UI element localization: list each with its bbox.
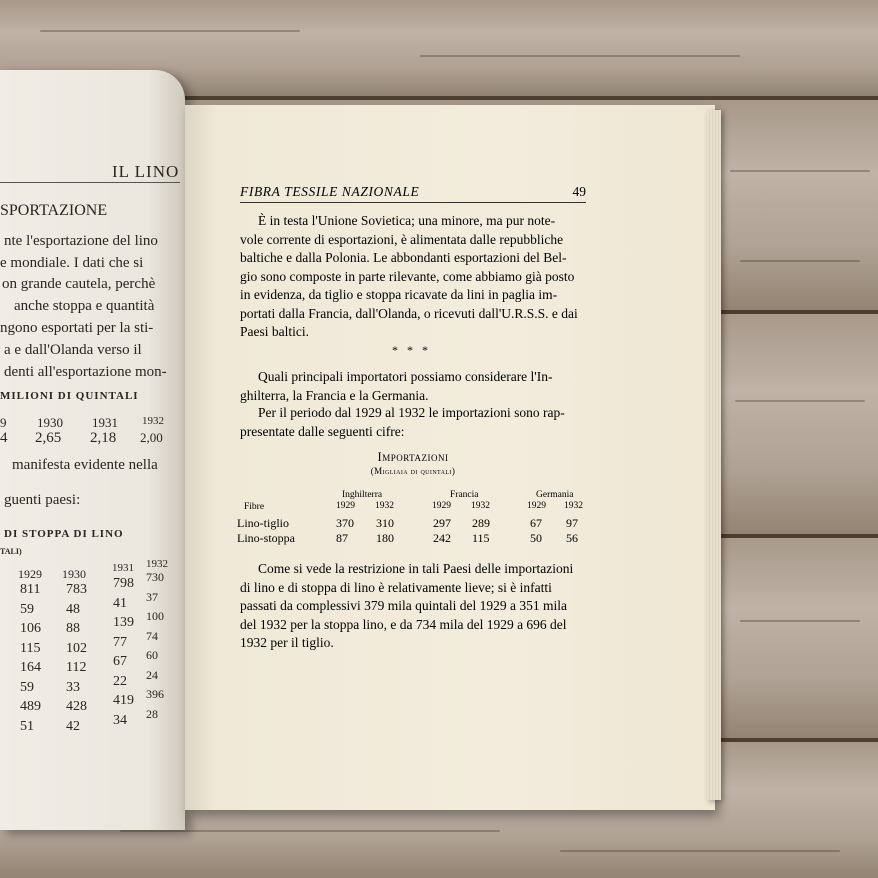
left-page-header: IL LINO bbox=[112, 162, 180, 181]
table-country-header: Francia bbox=[450, 490, 479, 500]
left-table2-value: 112 bbox=[66, 660, 87, 675]
table-year-header: 1932 bbox=[375, 501, 394, 511]
paragraph-2 bbox=[240, 368, 586, 405]
paragraph-line: del 1932 per la stoppa lino, e da 734 mila del 1929 a 696 del bbox=[240, 616, 567, 632]
paragraph-1 bbox=[240, 212, 586, 342]
left-table2-subcaption: TALI) bbox=[0, 547, 22, 556]
left-table2-value: 428 bbox=[66, 699, 87, 714]
left-table1-value: 4 bbox=[0, 430, 8, 446]
left-text-line: ngono esportati per la sti- bbox=[0, 320, 154, 336]
wood-grain bbox=[740, 260, 860, 262]
left-table2-value: 59 bbox=[20, 679, 34, 695]
table-fibre-cell: Lino-tiglio bbox=[237, 516, 289, 530]
left-table2-value: 115 bbox=[20, 640, 41, 656]
left-table2-value: 42 bbox=[66, 718, 80, 734]
table-value-cell: 67 bbox=[530, 516, 542, 530]
paragraph-line: portati dalla Francia, dall'Olanda, o ricevuti dall'U.R.S.S. e dai bbox=[240, 305, 578, 321]
table-value-cell: 115 bbox=[472, 531, 490, 545]
paragraph-3 bbox=[240, 404, 586, 441]
paragraph-line: Come si vede la restrizione in tali Paesi delle importazioni bbox=[258, 561, 574, 576]
paragraph-line: di lino e di stoppa di lino è relativamente lieve; si è infatti bbox=[240, 579, 552, 595]
table-subtitle: (Migliaia di quintali) bbox=[370, 466, 456, 476]
table-year-header: 1929 bbox=[527, 501, 546, 511]
left-text-line: on grande cautela, perchè bbox=[2, 276, 156, 292]
table-value-cell: 289 bbox=[472, 516, 490, 530]
wood-grain bbox=[730, 170, 870, 172]
paragraph-line: Quali principali importatori possiamo considerare l'In- bbox=[258, 369, 553, 384]
left-table1-year: 9 bbox=[0, 415, 7, 430]
left-table2-value: 48 bbox=[66, 601, 80, 617]
left-table2-value: 489 bbox=[20, 699, 41, 714]
table-fibre-cell: Lino-stoppa bbox=[237, 531, 295, 545]
section-separator: * * * bbox=[392, 343, 431, 357]
left-table1-value: 2,65 bbox=[35, 430, 62, 446]
table-year-header: 1932 bbox=[564, 501, 583, 511]
left-table2-value: 51 bbox=[20, 718, 34, 734]
left-table2-value: 106 bbox=[20, 621, 41, 636]
table-value-cell: 56 bbox=[566, 531, 578, 545]
left-table2-value: 67 bbox=[113, 654, 127, 669]
left-table2-value: 28 bbox=[146, 706, 158, 721]
table-value-cell: 97 bbox=[566, 516, 578, 530]
left-table2-value: 783 bbox=[66, 582, 87, 597]
left-table2-value: 811 bbox=[20, 582, 41, 597]
wood-grain bbox=[735, 400, 865, 402]
left-table1-caption: MILIONI DI QUINTALI bbox=[0, 390, 139, 402]
table-value-cell: 310 bbox=[376, 516, 394, 530]
left-table2-value: 41 bbox=[113, 595, 127, 611]
wood-grain bbox=[40, 30, 300, 32]
left-table2-value: 77 bbox=[113, 634, 127, 650]
table-value-cell: 87 bbox=[336, 531, 348, 545]
page-number: 49 bbox=[572, 184, 586, 199]
paragraph-line: gio sono composte in parte rilevante, come abbiamo già posto bbox=[240, 268, 575, 284]
left-table2-value: 59 bbox=[20, 601, 34, 617]
wood-grain bbox=[560, 850, 840, 852]
paragraph-line: in evidenza, da tiglio e stoppa ricavate da lini in paglia im- bbox=[240, 287, 558, 302]
left-table2-value: 139 bbox=[113, 615, 134, 630]
table-value-cell: 297 bbox=[433, 516, 451, 530]
left-table2-year: 1930 bbox=[62, 567, 86, 581]
left-table2-value: 100 bbox=[146, 609, 164, 623]
table-year-header: 1929 bbox=[432, 501, 451, 511]
wood-grain bbox=[120, 830, 500, 832]
left-text-line: manifesta evidente nella bbox=[12, 457, 158, 473]
left-table1-value: 2,18 bbox=[90, 430, 117, 446]
paragraph-line: Paesi baltici. bbox=[240, 324, 309, 339]
left-text-line: a e dall'Olanda verso il bbox=[4, 342, 142, 358]
left-table2-value: 60 bbox=[146, 648, 158, 662]
left-table2-value: 164 bbox=[20, 660, 41, 675]
paragraph-line: È in testa l'Unione Sovietica; una minore, ma pur note- bbox=[258, 213, 556, 228]
paragraph-line: 1932 per il tiglio. bbox=[240, 635, 334, 650]
left-section-title: SPORTAZIONE bbox=[0, 202, 108, 219]
left-table2-value: 102 bbox=[66, 640, 87, 656]
left-table2-value: 37 bbox=[146, 589, 158, 604]
left-table2-value: 730 bbox=[146, 570, 164, 584]
table-country-header: Inghilterra bbox=[342, 490, 383, 500]
left-table2-year: 1932 bbox=[146, 558, 168, 570]
left-table2-value: 22 bbox=[113, 673, 127, 689]
paragraph-line: passati da complessivi 379 mila quintali del 1929 a 351 mila bbox=[240, 598, 567, 613]
paragraph-line: ghilterra, la Francia e la Germania. bbox=[240, 387, 429, 403]
table-year-header: 1929 bbox=[336, 501, 355, 511]
wood-grain bbox=[420, 55, 740, 57]
left-text-line: anche stoppa e quantità bbox=[14, 298, 155, 314]
paragraph-line: Per il periodo dal 1929 al 1932 le importazioni sono rap- bbox=[258, 405, 565, 420]
left-table2-value: 24 bbox=[146, 667, 158, 682]
table-value-cell: 50 bbox=[530, 531, 542, 545]
left-table2-year: 1929 bbox=[18, 567, 42, 581]
running-title: FIBRA TESSILE NAZIONALE bbox=[240, 184, 420, 199]
running-head bbox=[240, 184, 586, 203]
paragraph-4 bbox=[240, 560, 586, 653]
left-table2-value: 74 bbox=[146, 628, 158, 643]
table-value-cell: 242 bbox=[433, 531, 451, 545]
table-country-header: Germania bbox=[536, 490, 574, 500]
left-text-line: e mondiale. I dati che si bbox=[0, 255, 144, 271]
table-year-header: 1932 bbox=[471, 501, 490, 511]
left-table1-year: 1931 bbox=[92, 415, 118, 430]
left-table2-caption: DI STOPPA DI LINO bbox=[4, 528, 124, 540]
left-text-line: guenti paesi: bbox=[4, 492, 81, 508]
paragraph-line: vole corrente di esportazioni, è alimentata dalle repubbliche bbox=[240, 231, 564, 247]
left-header-rule bbox=[0, 182, 180, 183]
table-value-cell: 370 bbox=[336, 516, 354, 530]
left-text-line: nte l'esportazione del lino bbox=[4, 233, 158, 249]
left-book-page bbox=[0, 70, 185, 830]
table-fibre-header: Fibre bbox=[244, 502, 265, 512]
left-table2-year: 1931 bbox=[112, 562, 134, 574]
left-table2-value: 33 bbox=[66, 679, 80, 695]
left-table1-value: 2,00 bbox=[140, 430, 163, 445]
left-table2-value: 419 bbox=[113, 693, 134, 708]
left-table2-value: 88 bbox=[66, 621, 80, 636]
paragraph-line: baltiche e dalla Polonia. Le abbondanti esportazioni del Bel- bbox=[240, 250, 567, 265]
page-stack-edge bbox=[707, 110, 721, 800]
left-table2-value: 396 bbox=[146, 687, 164, 701]
left-table2-value: 798 bbox=[113, 576, 134, 591]
table-value-cell: 180 bbox=[376, 531, 394, 545]
left-table1-year: 1930 bbox=[37, 415, 63, 430]
left-text-line: denti all'esportazione mon- bbox=[4, 364, 167, 380]
wood-grain bbox=[740, 620, 860, 622]
paragraph-line: presentate dalle seguenti cifre: bbox=[240, 423, 405, 439]
left-table1-year: 1932 bbox=[142, 415, 164, 427]
table-title: Importazioni bbox=[377, 450, 449, 464]
left-table2-value: 34 bbox=[113, 712, 127, 728]
